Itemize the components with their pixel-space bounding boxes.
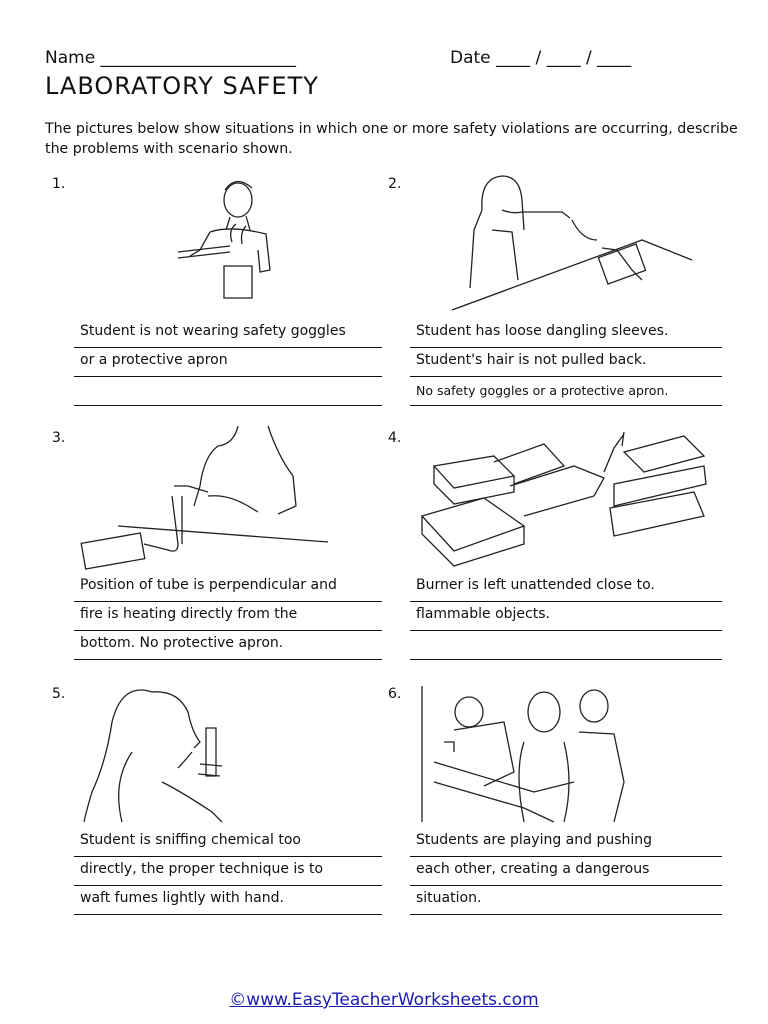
answer-line[interactable]: fire is heating directly from the [74,603,382,631]
page-title: LABORATORY SAFETY [45,72,319,100]
answer-line[interactable]: Position of tube is perpendicular and [74,574,382,602]
answer-line[interactable]: each other, creating a dangerous [410,858,722,886]
answer-line[interactable]: No safety goggles or a protective apron. [410,378,722,406]
answer-line[interactable]: flammable objects. [410,603,722,631]
answer-line[interactable]: Burner is left unattended close to. [410,574,722,602]
student-near-bunsen-burner-icon [452,170,702,315]
students-pushing-in-lab-icon [414,682,634,827]
answer-line[interactable]: Student is sniffing chemical too [74,829,382,857]
test-tube-over-burner-icon [78,426,338,571]
date-field-label: Date ____ / ____ / ____ [450,48,632,68]
answer-line[interactable]: Students are playing and pushing [410,829,722,857]
item-number: 3. [52,430,66,446]
answer-line[interactable]: Student is not wearing safety goggles [74,320,382,348]
item-number: 5. [52,686,66,702]
student-sniffing-chemical-icon [82,682,242,827]
answer-line[interactable] [410,632,722,660]
item-number: 4. [388,430,402,446]
name-field-label: Name _______________________ [45,48,297,68]
item-number: 2. [388,176,402,192]
answer-line[interactable]: situation. [410,887,722,915]
answer-line[interactable]: Student's hair is not pulled back. [410,349,722,377]
answer-line[interactable]: bottom. No protective apron. [74,632,382,660]
item-number: 6. [388,686,402,702]
answer-line[interactable]: directly, the proper technique is to [74,858,382,886]
footer-link[interactable]: ©www.EasyTeacherWorksheets.com [229,990,539,1010]
answer-line[interactable] [74,378,382,406]
student-heating-test-tube-icon [170,170,290,310]
burner-near-books-icon [414,426,714,571]
instructions: The pictures below show situations in which one or more safety violations are occurring, describe the problems with scenario shown. [45,121,738,157]
answer-line[interactable]: Student has loose dangling sleeves. [410,320,722,348]
answer-line[interactable]: waft fumes lightly with hand. [74,887,382,915]
answer-line[interactable]: or a protective apron [74,349,382,377]
item-number: 1. [52,176,66,192]
